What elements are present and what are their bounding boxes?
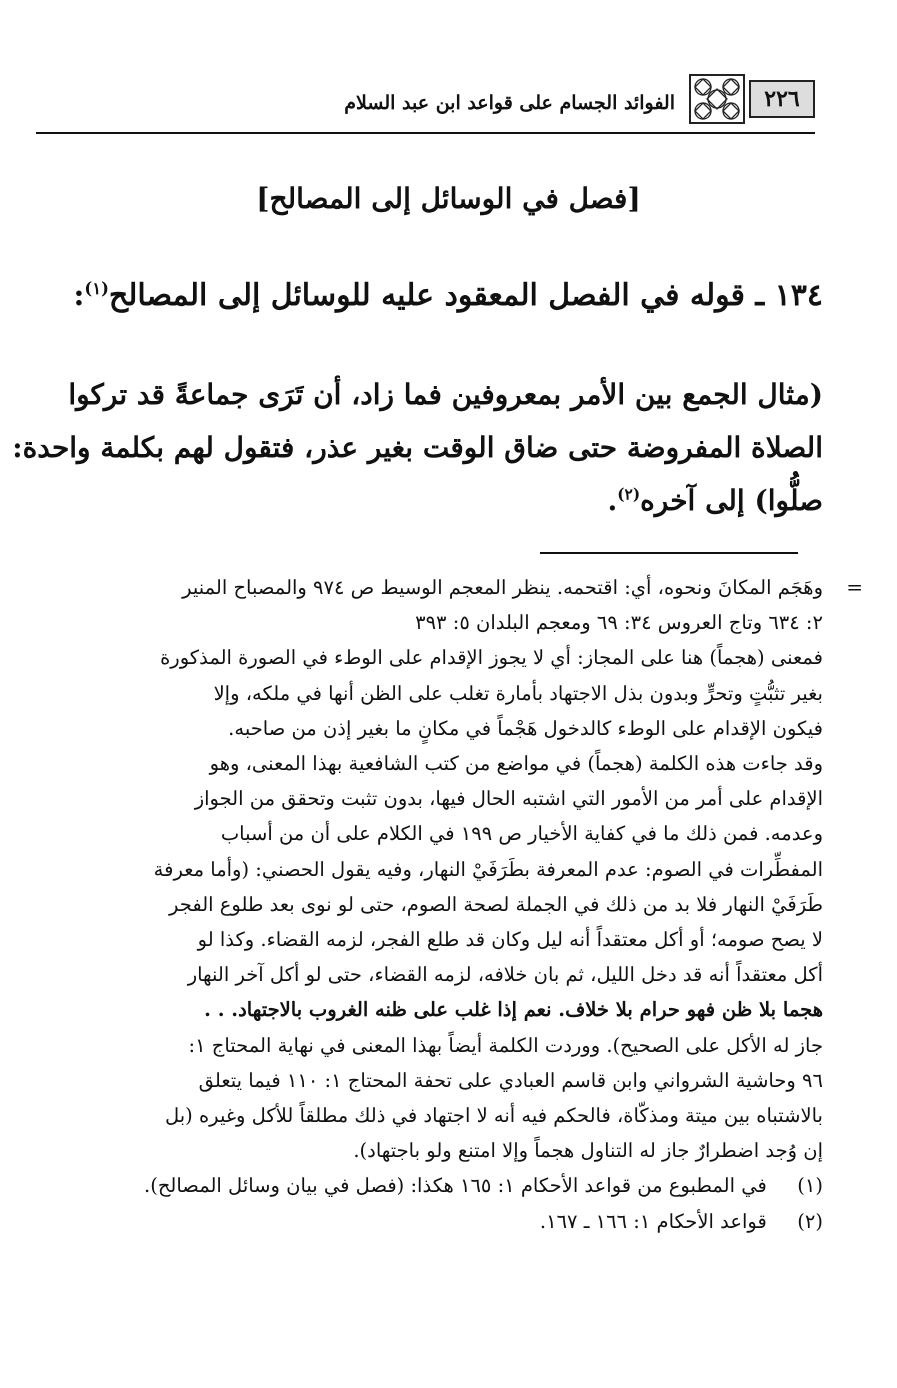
quote-line-2: الصلاة المفروضة حتى ضاق الوقت بغير عذر، فتقول لهم بكلمة واحدة: (12, 431, 823, 464)
note-line: وعدمه. فمن ذلك ما في كفاية الأخيار ص ١٩٩ في الكلام على أن من أسباب (220, 822, 823, 846)
footnote-separator (540, 552, 798, 554)
note-line: هجما بلا ظن فهو حرام بلا خلاف. نعم إذا غلب على ظنه الغروب بالاجتهاد. . . (204, 998, 823, 1022)
item-heading-colon: : (73, 278, 85, 313)
running-title: الفوائد الجسام على قواعد ابن عبد السلام (344, 92, 675, 114)
page-header (36, 72, 815, 130)
note-line: فيكون الإقدام على الوطء كالدخول هَجْماً في مكانٍ ما بغير إذن من صاحبه. (228, 716, 823, 740)
quote-line-1: (مثال الجمع بين الأمر بمعروفين فما زاد، أن تَرَى جماعةً قد تركوا (68, 378, 823, 411)
note-line: وهَجَم المكانَ ونحوه، أي: اقتحمه. ينظر المعجم الوسيط ص ٩٧٤ والمصباح المنير (182, 576, 823, 599)
header-divider (36, 132, 815, 134)
note-line: وقد جاءت هذه الكلمة (هجماً) في مواضع من كتب الشافعية بهذا المعنى، وهو (209, 752, 823, 776)
quote-line-3 (40, 474, 823, 527)
footnote-number: (١) (797, 1174, 823, 1198)
footnote-1 (40, 1168, 823, 1203)
quote-line-3-end: . (607, 484, 618, 517)
item-heading (40, 278, 823, 313)
section-title: [فصل في الوسائل إلى المصالح] (256, 182, 641, 215)
note-line: الإقدام على أمر من الأمور التي اشتبه الحال فيها، بدون تثبت وتحقق من الجواز (194, 787, 823, 811)
footnote-text: قواعد الأحكام ١: ١٦٦ ـ ١٦٧. (539, 1209, 767, 1233)
item-heading-text: ١٣٤ ـ قوله في الفصل المعقود عليه للوسائل إلى المصالح (108, 278, 823, 313)
note-line: لا يصح صومه؛ أو أكل معتقداً أنه ليل وكان قد طلع الفجر، لزمه القضاء. وكذا لو (197, 928, 823, 952)
quote-line-3-text: صلُّوا) إلى آخره (640, 484, 823, 517)
note-line: المفطِّرات في الصوم: عدم المعرفة بطَرَفَيْ النهار، وفيه يقول الحصني: (وأما معرفة (153, 857, 823, 881)
note-line: طَرَفَيْ النهار فلا بد من ذلك في الجملة لصحة الصوم، حتى لو نوى بعد طلوع الفجر (169, 892, 823, 916)
footnote-ref-2: (٢) (617, 485, 641, 504)
note-line: بغير تثبُّتٍ وتحرٍّ وبدون بذل الاجتهاد بأمارة تغلب على الظن أنها في ملكه، وإلا (213, 681, 823, 705)
footnote-number: (٢) (797, 1209, 823, 1233)
note-line: جاز له الأكل على الصحيح). ووردت الكلمة أيضاً بهذا المعنى في نهاية المحتاج ١: (188, 1033, 823, 1057)
footnote-text: في المطبوع من قواعد الأحكام ١: ١٦٥ هكذا: (فصل في بيان وسائل المصالح). (144, 1174, 767, 1198)
page-number: ٢٢٦ (749, 80, 815, 118)
note-line: ٢: ٦٣٤ وتاج العروس ٣٤: ٦٩ ومعجم البلدان ٥: ٣٩٣ (415, 611, 823, 635)
note-line: فمعنى (هجماً) هنا على المجاز: أي لا يجوز الإقدام على الوطء في الصورة المذكورة (160, 646, 823, 670)
geometric-rosette-icon (689, 74, 745, 124)
quoted-passage (12, 368, 823, 527)
note-line: ٩٦ وحاشية الشرواني وابن قاسم العبادي على تحفة المحتاج ١: ١١٠ فيما يتعلق (198, 1068, 823, 1092)
footnote-ref-1: (١) (84, 279, 109, 298)
continuation-mark: = (846, 575, 863, 599)
note-line: إن وُجد اضطرارٌ جاز له التناول هجماً وإلا امتنع ولو باجتهاد). (353, 1139, 823, 1163)
footnote-2 (40, 1204, 823, 1239)
note-line: بالاشتباه بين ميتة ومذكّاة، فالحكم فيه أنه لا اجتهاد في ذلك مطلقاً للأكل وغيره (بل (164, 1104, 823, 1128)
footnotes-section (40, 570, 863, 1239)
note-line: أكل معتقداً أنه قد دخل الليل، ثم بان خلافه، لزمه القضاء، حتى لو أكل آخر النهار (187, 963, 823, 987)
